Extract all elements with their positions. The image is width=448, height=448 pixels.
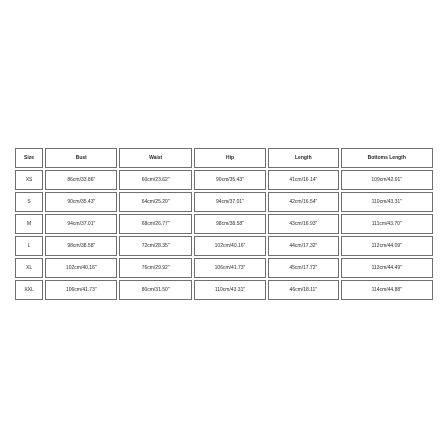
bottoms-length-cell: 113cm/44.49" — [341, 258, 434, 278]
length-cell: 42cm/16.54" — [268, 192, 338, 212]
waist-cell: 64cm/25.20" — [119, 192, 191, 212]
bottoms-length-cell: 114cm/44.88" — [341, 280, 434, 300]
bottoms-length-cell: 112cm/44.09" — [341, 236, 434, 256]
size-cell: L — [15, 236, 43, 256]
hip-cell: 90cm/35.43" — [194, 170, 266, 190]
bust-cell: 102cm/40.16" — [45, 258, 117, 278]
bust-cell: 90cm/35.43" — [45, 192, 117, 212]
table-row — [15, 192, 433, 212]
waist-cell: 76cm/29.92" — [119, 258, 191, 278]
hip-cell: 102cm/40.16" — [194, 236, 266, 256]
length-cell: 43cm/16.93" — [268, 214, 338, 234]
waist-cell: 68cm/26.77" — [119, 214, 191, 234]
header-waist: Waist — [119, 148, 191, 168]
size-cell: XS — [15, 170, 43, 190]
bust-cell: 106cm/41.73" — [45, 280, 117, 300]
table-row — [15, 214, 433, 234]
length-cell: 41cm/16.14" — [268, 170, 338, 190]
header-hip: Hip — [194, 148, 266, 168]
header-bottoms-length: Bottoms Length — [341, 148, 434, 168]
size-cell: S — [15, 192, 43, 212]
table-row — [15, 258, 433, 278]
bottoms-length-cell: 109cm/42.91" — [341, 170, 434, 190]
bust-cell: 98cm/38.58" — [45, 236, 117, 256]
bust-cell: 94cm/37.01" — [45, 214, 117, 234]
table-row — [15, 280, 433, 300]
hip-cell: 94cm/37.01" — [194, 192, 266, 212]
table-row — [15, 236, 433, 256]
header-size: Size — [15, 148, 43, 168]
header-bust: Bust — [45, 148, 117, 168]
bottoms-length-cell: 110cm/43.31" — [341, 192, 434, 212]
header-row — [15, 148, 433, 168]
size-cell: M — [15, 214, 43, 234]
table-row — [15, 170, 433, 190]
hip-cell: 98cm/38.58" — [194, 214, 266, 234]
length-cell: 46cm/18.11" — [268, 280, 338, 300]
waist-cell: 60cm/23.62" — [119, 170, 191, 190]
hip-cell: 106cm/41.73" — [194, 258, 266, 278]
bottoms-length-cell: 111cm/43.70" — [341, 214, 434, 234]
length-cell: 45cm/17.72" — [268, 258, 338, 278]
size-cell: XXL — [15, 280, 43, 300]
size-cell: XL — [15, 258, 43, 278]
header-length: Length — [268, 148, 338, 168]
waist-cell: 80cm/31.50" — [119, 280, 191, 300]
hip-cell: 110cm/43.31" — [194, 280, 266, 300]
bust-cell: 86cm/33.86" — [45, 170, 117, 190]
length-cell: 44cm/17.32" — [268, 236, 338, 256]
size-chart-table — [13, 146, 435, 302]
waist-cell: 72cm/28.35" — [119, 236, 191, 256]
